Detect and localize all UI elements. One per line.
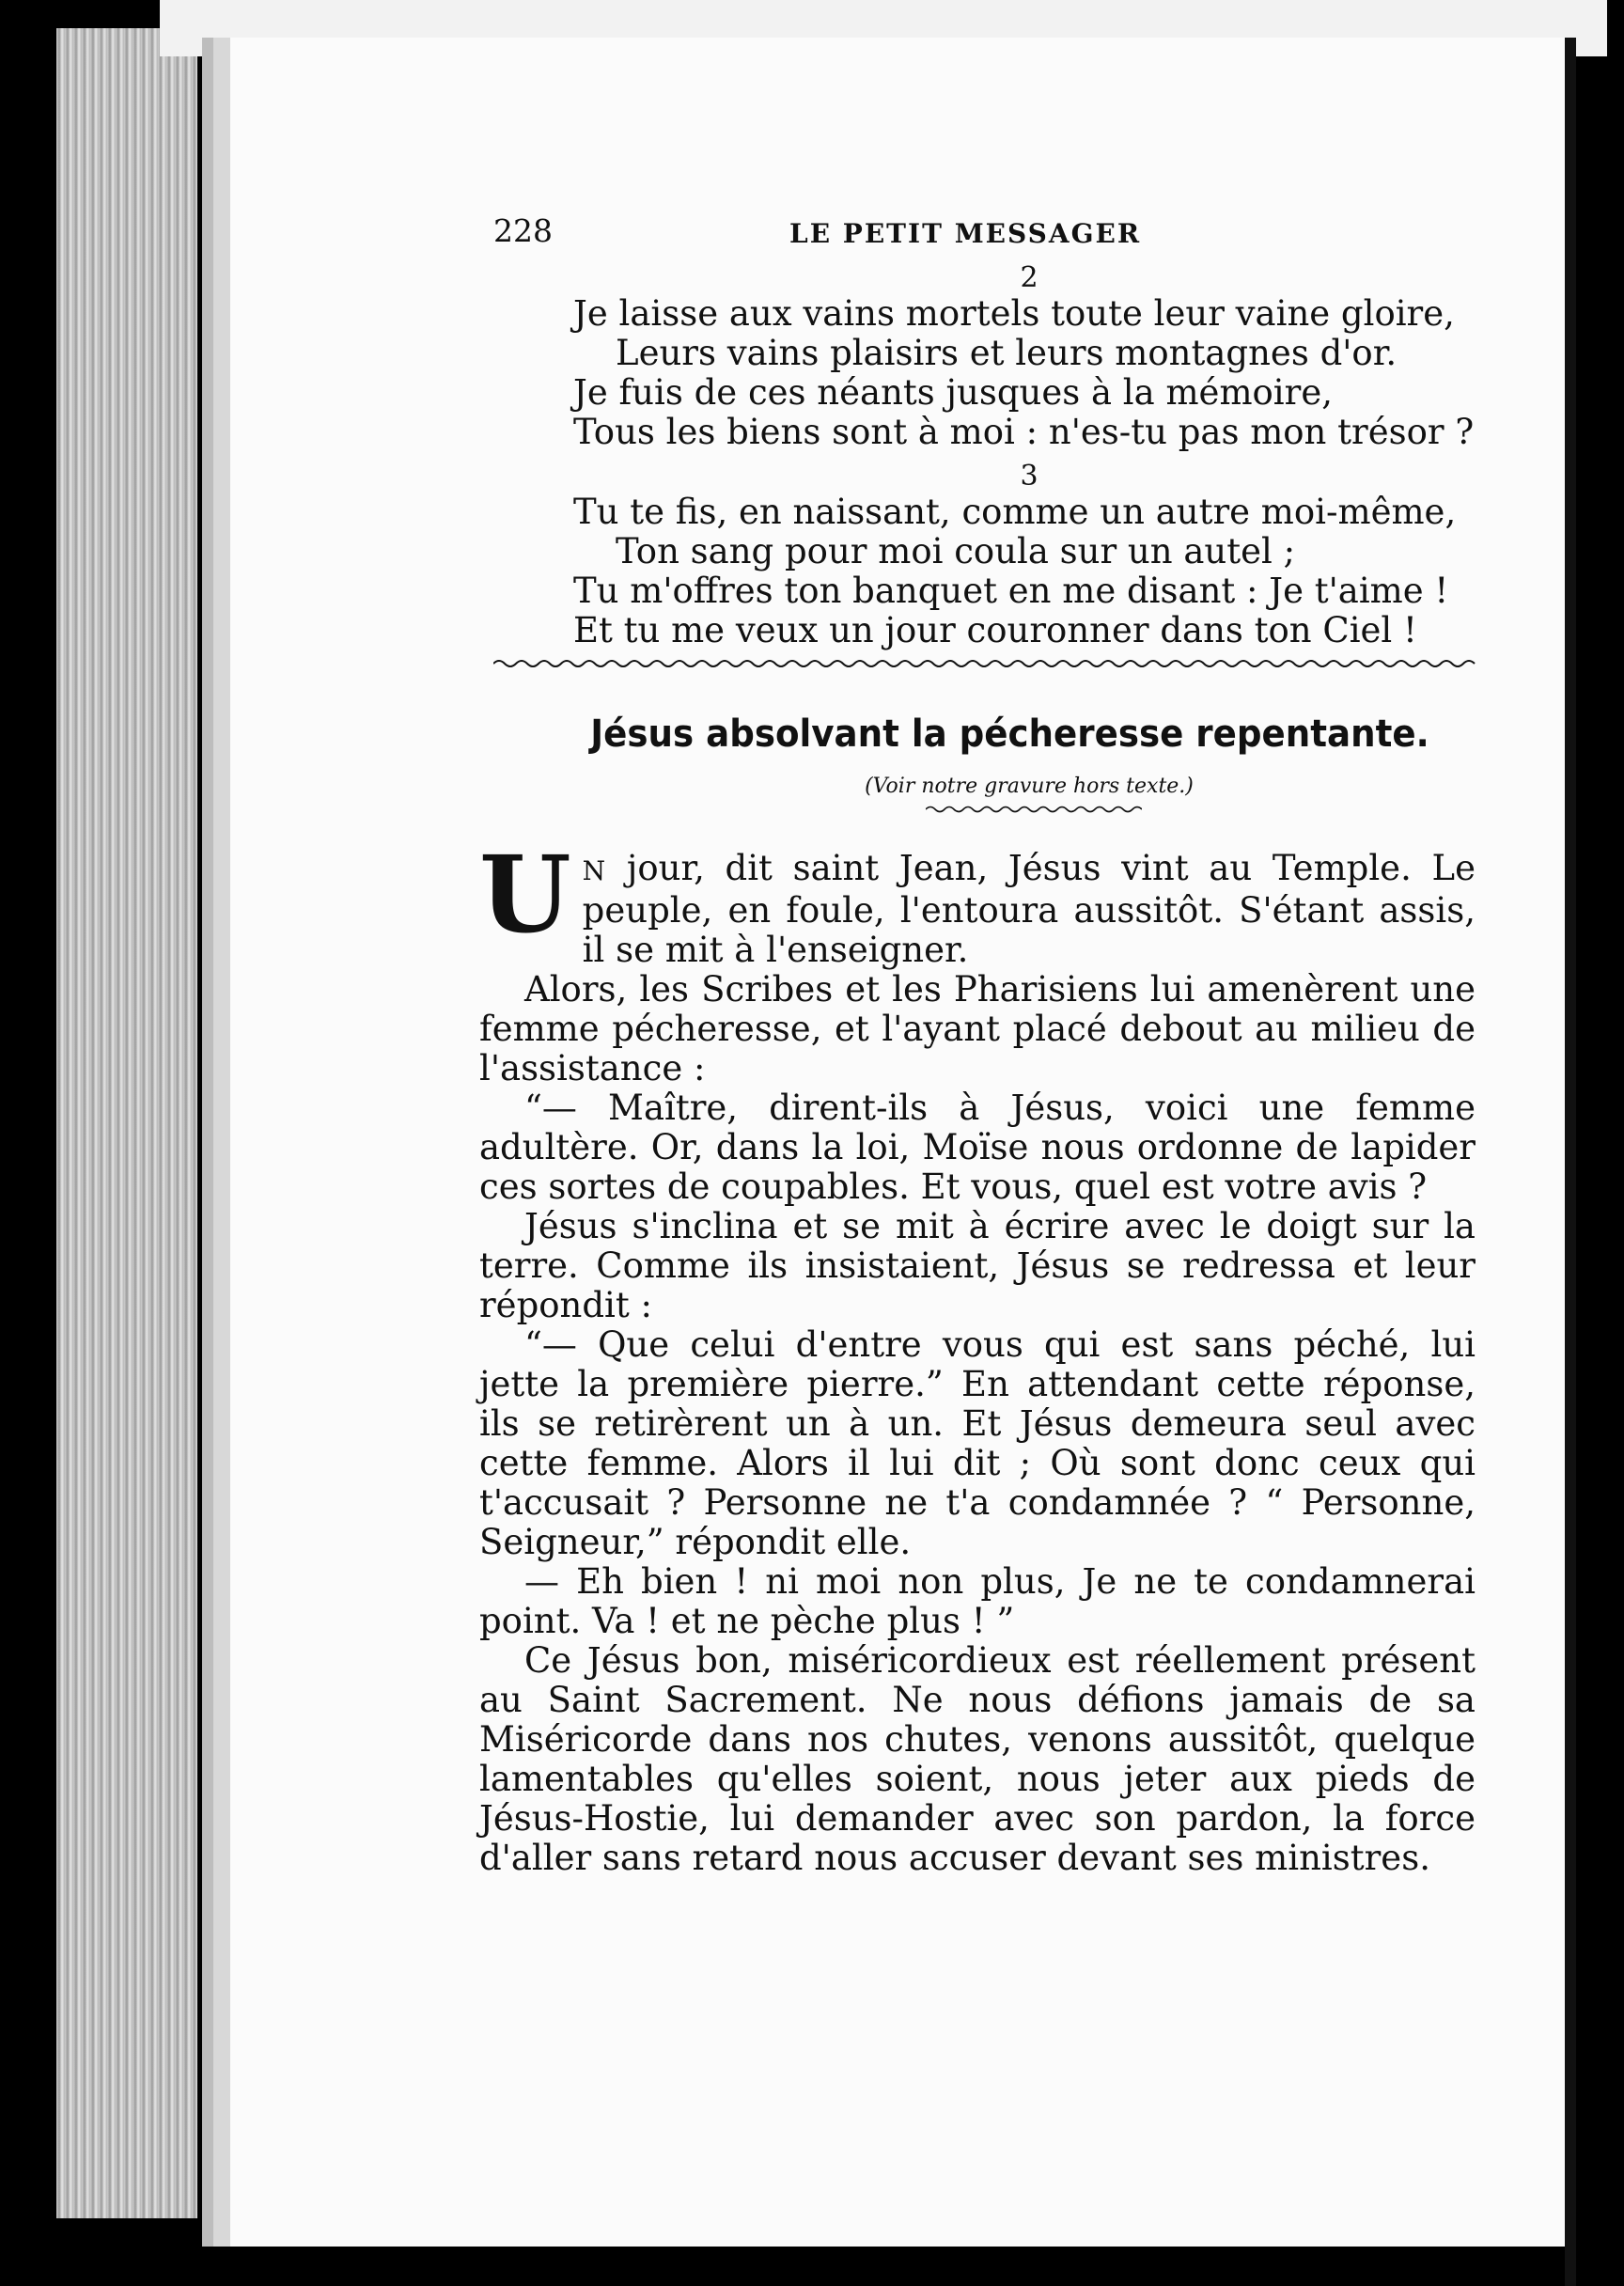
first-word-rest: N	[582, 855, 607, 886]
article-body	[479, 834, 1476, 1878]
text-block	[470, 197, 1476, 1878]
page-stack-edge	[56, 28, 197, 2218]
running-title: LE PETIT MESSAGER	[789, 218, 1142, 249]
paragraph: “— Maître, dirent-ils à Jésus, voici une femme adultère. Or, dans la loi, Moïse nous ordonne de lapider ces sortes de coupables. Et vous, quel est votre avis ?	[479, 1088, 1476, 1207]
verse-line: Et tu me veux un jour couronner dans ton Ciel !	[573, 610, 1417, 650]
running-head	[470, 197, 1476, 254]
verse-line: Je laisse aux vains mortels toute leur vaine gloire,	[573, 293, 1455, 334]
drop-cap: U	[479, 834, 571, 957]
paragraph: “— Que celui d'entre vous qui est sans péché, lui jette la première pierre.” En attendant cette réponse, ils se retirèrent un à un. Et Jésus demeura seul avec cette femme. Alors il lui dit ; Où sont donc ceux qui t'accusait ? Personne ne t'a condamnée ? “ Personne, Seigneur,” répondit elle.	[479, 1324, 1476, 1562]
short-wavy-divider	[926, 804, 1142, 815]
paragraph	[479, 834, 1476, 970]
right-page-edge	[1565, 38, 1576, 2286]
verse-line: Tu te fis, en naissant, comme un autre moi-même,	[573, 492, 1457, 532]
paragraph: Ce Jésus bon, miséricordieux est réellement présent au Saint Sacrement. Ne nous défions jamais de sa Miséricorde dans nos chutes, venons aussitôt, quelque lamentables qu'elles soient, nous jeter aux pieds de Jésus-Hostie, lui demander avec son pardon, la force d'aller sans retard nous accuser devant ses ministres.	[479, 1640, 1476, 1878]
stanza-number: 3	[1020, 460, 1038, 493]
paragraph: Alors, les Scribes et les Pharisiens lui amenèrent une femme pécheresse, et l'ayant placé debout au milieu de l'assistance :	[479, 969, 1476, 1088]
verse-line: Tous les biens sont à moi : n'es-tu pas mon trésor ?	[573, 412, 1475, 452]
verse-line: Leurs vains plaisirs et leurs montagnes d'or.	[616, 333, 1398, 373]
page-number: 228	[493, 212, 553, 249]
stanza	[470, 261, 1476, 452]
verse-line: Je fuis de ces néants jusques à la mémoire,	[573, 372, 1333, 413]
stanza-number: 2	[1020, 261, 1038, 294]
verse-line: Tu m'offres ton banquet en me disant : Je t'aime !	[573, 571, 1449, 611]
paragraph: Jésus s'inclina et se mit à écrire avec le doigt sur la terre. Comme ils insistaient, Jésus se redressa et leur répondit :	[479, 1206, 1476, 1325]
article-title: Jésus absolvant la pécheresse repentante.	[590, 712, 1429, 756]
article-caption: (Voir notre gravure hors texte.)	[865, 775, 1194, 798]
verse-line: Ton sang pour moi coula sur un autel ;	[616, 531, 1296, 572]
paragraph: — Eh bien ! ni moi non plus, Je ne te condamnerai point. Va ! et ne pèche plus ! ”	[479, 1561, 1476, 1641]
paragraph-text: jour, dit saint Jean, Jésus vint au Temple. Le peuple, en foule, l'entoura aussitôt. S'étant assis, il se mit à l'enseigner.	[582, 848, 1476, 970]
stanza	[470, 460, 1476, 650]
wavy-divider	[493, 656, 1480, 671]
